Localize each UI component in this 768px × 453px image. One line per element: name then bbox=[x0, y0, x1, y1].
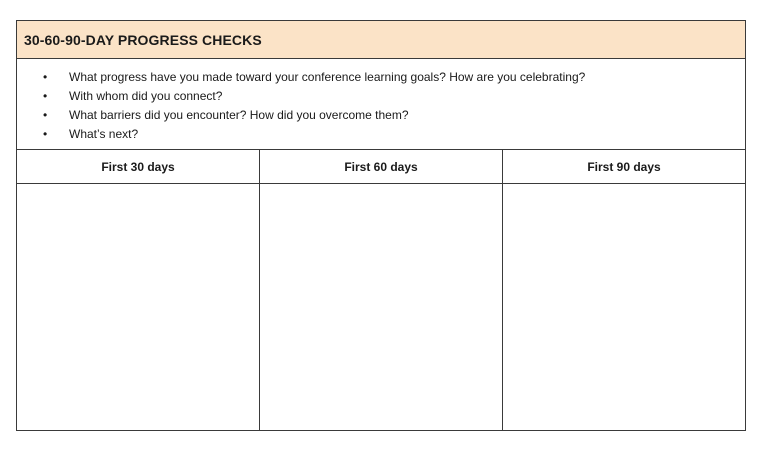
notes-area-30-days[interactable] bbox=[17, 184, 259, 430]
progress-checks-worksheet bbox=[16, 20, 746, 431]
question-text: With whom did you connect? bbox=[69, 89, 223, 103]
column-90-days bbox=[503, 150, 745, 430]
question-item bbox=[17, 125, 745, 144]
column-60-days bbox=[260, 150, 503, 430]
notes-area-60-days[interactable] bbox=[260, 184, 502, 430]
bullet-icon: • bbox=[43, 89, 48, 103]
bullet-icon: • bbox=[43, 127, 48, 141]
progress-table bbox=[17, 150, 745, 430]
bullet-icon: • bbox=[43, 70, 48, 84]
question-item bbox=[17, 68, 745, 87]
notes-area-90-days[interactable] bbox=[503, 184, 745, 430]
question-text: What’s next? bbox=[69, 127, 139, 141]
bullet-icon: • bbox=[43, 108, 48, 122]
question-text: What barriers did you encounter? How did you overcome them? bbox=[69, 108, 409, 122]
question-list bbox=[17, 68, 745, 144]
question-item bbox=[17, 106, 745, 125]
column-header-90-days: First 90 days bbox=[503, 150, 745, 184]
worksheet-title: 30-60-90-DAY PROGRESS CHECKS bbox=[17, 21, 745, 59]
column-30-days bbox=[17, 150, 260, 430]
column-header-30-days: First 30 days bbox=[17, 150, 259, 184]
column-header-60-days: First 60 days bbox=[260, 150, 502, 184]
reflection-questions bbox=[17, 59, 745, 150]
question-text: What progress have you made toward your conference learning goals? How are you celebrating? bbox=[69, 70, 586, 84]
question-item bbox=[17, 87, 745, 106]
